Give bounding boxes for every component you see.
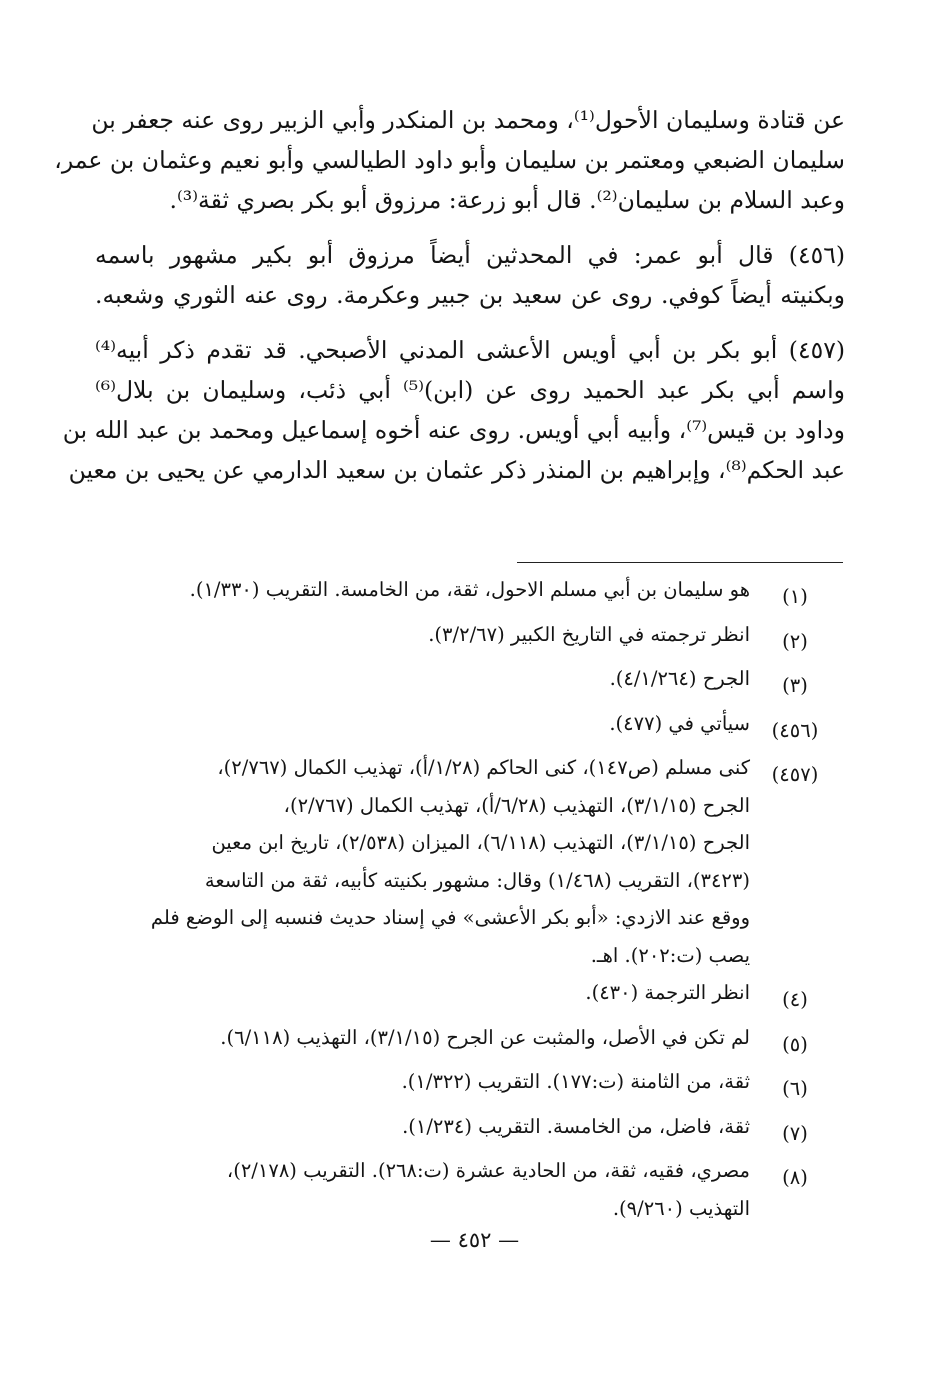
text-line: (٤٥٧) أبو بكر بن أبي أويس الأعشى المدني الأصبحي. قد تقدم ذكر أبيه⁽⁴⁾: [95, 336, 845, 364]
footnote-text: يصب (ت:٢٠٢). اهـ.: [590, 943, 750, 967]
text-line: واسم أبي بكر عبد الحميد روى عن (ابن)⁽⁵⁾ أبي ذئب، وسليمان بن بلال⁽⁶⁾: [95, 376, 845, 404]
footnote-number: (١): [782, 585, 808, 608]
footnote-1: [95, 571, 840, 616]
footnote-7: [95, 1108, 840, 1153]
footnote-text: لم تكن في الأصل، والمثبت عن الجرح (٣/١/١٥)، التهذيب (٦/١١٨).: [220, 1025, 750, 1049]
footnote-number: (٤): [782, 988, 808, 1011]
footnote-3: [95, 660, 840, 705]
footnote-number: (٨): [782, 1166, 808, 1189]
footnote-number: (٥): [782, 1032, 808, 1056]
footnote-text: ثقة، من الثامنة (ت:١٧٧). التقريب (١/٣٢٢).: [401, 1070, 750, 1093]
paragraph-457: [62, 330, 845, 490]
footnote-number: (٣): [782, 674, 808, 697]
text-line: وداود بن قيس⁽⁷⁾، وأبيه أبي أويس. روى عنه أخوه إسماعيل ومحمد بن عبد الله بن: [62, 416, 845, 444]
main-text: [54, 100, 845, 490]
footnote-number: (٦): [782, 1077, 808, 1100]
footnote-number: (٤٥٦): [771, 718, 819, 742]
footnote-number: (٧): [782, 1121, 808, 1145]
footnote-456: [95, 705, 840, 750]
text-line: عن قتادة وسليمان الأحول⁽¹⁾، ومحمد بن المنكدر وأبي الزبير روى عنه جعفر بن: [91, 106, 845, 134]
footnote-4: [95, 974, 840, 1019]
footnote-2: [95, 616, 840, 661]
footnote-6: [95, 1063, 840, 1108]
footnote-text: انظر ترجمته في التاريخ الكبير (٣/٢/٦٧).: [428, 622, 750, 646]
footnote-457: [95, 749, 840, 974]
paragraph-1: [54, 100, 845, 220]
footnote-text: الجرح (٣/١/١٥)، التهذيب (٦/١١٨)، الميزان (٢/٥٣٨)، تاريخ ابن معين: [211, 831, 750, 854]
footnote-text: (٣٤٢٣)، التقريب (١/٤٦٨) وقال: مشهور بكنيته كأبيه، ثقة من التاسعة: [204, 868, 750, 892]
text-line: وعبد السلام بن سليمان⁽²⁾. قال أبو زرعة: مرزوق أبو بكر بصري ثقة⁽³⁾.: [169, 186, 845, 214]
footnote-divider: [517, 562, 843, 563]
text-line: وبكنيته أيضاً كوفي. روى عن سعيد بن جبير وعكرمة. روى عنه الثوري وشعبه.: [95, 281, 845, 309]
page-number: — ٤٥٢ —: [429, 1228, 520, 1252]
text-line: (٤٥٦) قال أبو عمر: في المحدثين أيضاً مرزوق أبو بكير مشهور باسمه: [95, 241, 845, 269]
footnote-text: مصري، فقيه، ثقة، من الحادية عشرة (ت:٢٦٨). التقريب (٢/١٧٨)،: [226, 1159, 750, 1182]
footnote-5: [95, 1019, 840, 1064]
footnote-number: (٤٥٧): [771, 763, 819, 786]
footnote-text: ووقع عند الازدي: «أبو بكر الأعشى» في إسناد حديث فنسبه إلى الوضع فلم: [150, 906, 750, 929]
footnotes: [95, 571, 840, 1227]
footnote-8: [95, 1152, 840, 1227]
footnote-text: سيأتي في (٤٧٧).: [609, 711, 750, 735]
footnote-text: الجرح (٣/١/١٥)، التهذيب (٦/٢٨/أ)، تهذيب الكمال (٢/٧٦٧)،: [283, 793, 750, 817]
footnote-text: التهذيب (٩/٢٦٠).: [612, 1196, 750, 1220]
footnote-text: كنى مسلم (ص١٤٧)، كنى الحاكم (١/٢٨/أ)، تهذيب الكمال (٢/٧٦٧)،: [217, 756, 750, 779]
footnote-text: ثقة، فاضل، من الخامسة. التقريب (١/٢٣٤).: [402, 1114, 750, 1138]
paragraph-456: [95, 235, 845, 315]
footnote-text: انظر الترجمة (٤٣٠).: [585, 981, 750, 1004]
footnote-text: الجرح (٤/١/٢٦٤).: [609, 667, 750, 690]
footnote-number: (٢): [782, 629, 808, 653]
text-line: عبد الحكم⁽⁸⁾، وإبراهيم بن المنذر ذكر عثمان بن سعيد الدارمي عن يحيى بن معين: [68, 456, 845, 484]
footnote-text: هو سليمان بن أبي مسلم الاحول، ثقة، من الخامسة. التقريب (١/٣٣٠).: [189, 578, 750, 601]
text-line: سليمان الضبعي ومعتمر بن سليمان وأبو داود الطيالسي وأبو نعيم وعثمان بن عمر،: [54, 146, 845, 174]
